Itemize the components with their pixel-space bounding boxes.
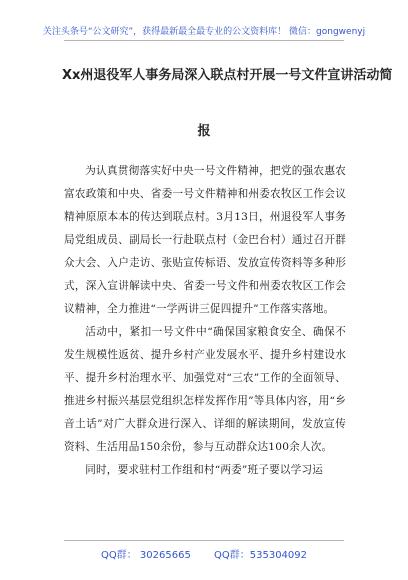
document-title: Xx州退役军人事务局深入联点村开展一号文件宣讲活动简 — [62, 68, 393, 83]
body-paragraph-3: 同时，要求驻村工作组和村“两委”班子要以学习运 — [85, 464, 324, 476]
document-body — [64, 160, 346, 482]
document-title-continuation: 报 — [197, 124, 211, 139]
footer-qq-group-1: QQ群： 30265665 — [100, 550, 191, 561]
header-note: 关注头条号“公文研究”，获得最新最全最专业的公文资料库！ 微信：gongwenyj — [42, 27, 366, 37]
footer-divider — [64, 540, 344, 541]
body-paragraph-2: 活动中，紧扣一号文件中“确保国家粮食安全、确保不发生规模性返贫、提升乡村产业发展水平、提升乡村建设水平、提升乡村治理水平、加强党对“三农”工作的全面领导、推进乡村振兴基层党组织怎样发挥作用”等具体内容，用“乡音土话”对广大群众进行深入、详细的解读期间，发放宣传资料、生活用品150余份，参与互动群众达100余人次。 — [64, 326, 346, 453]
footer — [0, 546, 408, 561]
body-paragraph-1: 为认真贯彻落实好中央一号文件精神，把党的强农惠农富农政策和中央、省委一号文件精神和州委农牧区工作会议精神原原本本的传达到联点村。3月13日，州退役军人事务局党组成员、副局长一行赴联点村（金巴台村）通过召开群众大会、入户走访、张贴宣传标语、发放宣传资料等多种形式，深入宣讲解读中央、省委一号文件和州委农牧区工作会议精神，全力推进“一学两讲三促四提升”工作落实落地。 — [64, 165, 346, 315]
footer-qq-group-2: QQ群：535304092 — [214, 550, 308, 561]
header-divider — [64, 40, 344, 41]
